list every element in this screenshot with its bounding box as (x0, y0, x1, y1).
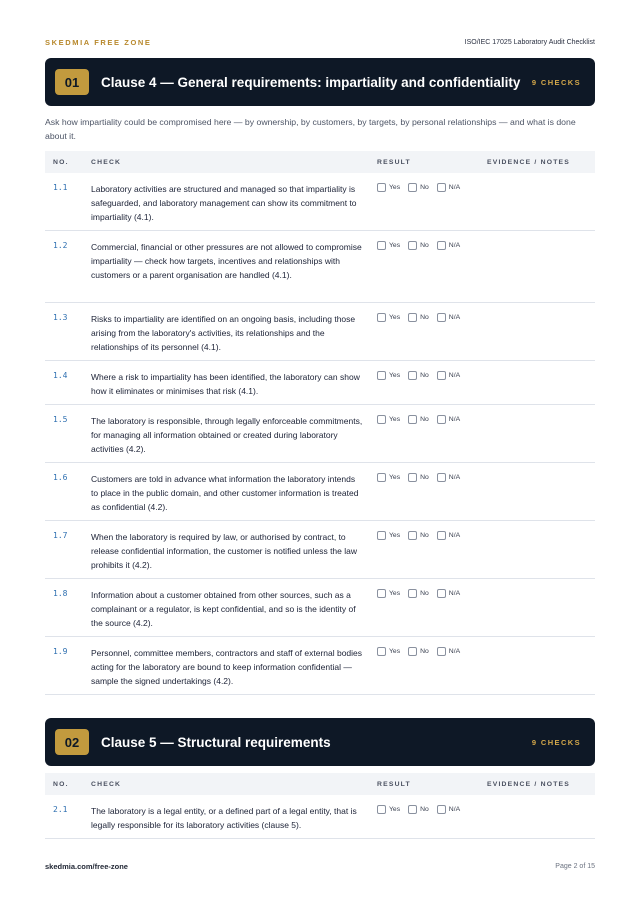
evidence-notes-field[interactable] (487, 414, 595, 462)
evidence-notes-field[interactable] (487, 182, 595, 230)
checklist-table-01 (45, 151, 595, 695)
section-title: Clause 5 — Structural requirements (101, 734, 331, 750)
result-option-yes[interactable] (377, 241, 400, 250)
result-option-na[interactable] (437, 415, 460, 424)
checkbox-no[interactable] (408, 647, 417, 656)
evidence-notes-field[interactable] (487, 312, 595, 360)
checkbox-yes[interactable] (377, 313, 386, 322)
checkbox-na[interactable] (437, 805, 446, 814)
checkbox-yes[interactable] (377, 415, 386, 424)
checkbox-label: N/A (448, 242, 461, 249)
check-text: Risks to impartiality are identified on an ongoing basis, including those arising from the laboratory's activities, its relationships and the relationships of its personnel (4.1). (91, 314, 356, 352)
checkbox-label: N/A (448, 416, 461, 423)
section-intro: Ask how impartiality could be compromised here — by ownership, by customers, by targets, by personal relationships — and what is done about it. (45, 117, 576, 141)
brand-name: SKEDMIA FREE ZONE (45, 37, 152, 47)
check-text: Personnel, committee members, contractors and staff of external bodies acting for the laboratory are bound to keep information confidential — sample the signed undertakings (4.2). (91, 648, 363, 686)
check-number: 2.1 (53, 805, 68, 814)
result-option-na[interactable] (437, 647, 460, 656)
result-option-yes[interactable] (377, 805, 400, 814)
checkbox-label: N/A (448, 184, 461, 191)
column-header-no: NO. (53, 158, 69, 166)
result-option-no[interactable] (408, 589, 429, 598)
evidence-notes-field[interactable] (487, 646, 595, 694)
table-row (45, 579, 595, 637)
checkbox-no[interactable] (408, 531, 417, 540)
result-option-no[interactable] (408, 183, 429, 192)
checkbox-na[interactable] (437, 313, 446, 322)
checkbox-no[interactable] (408, 241, 417, 250)
section-number: 01 (55, 69, 89, 95)
check-number: 1.3 (53, 313, 68, 322)
check-number: 1.6 (53, 473, 68, 482)
check-number: 1.4 (53, 371, 68, 380)
checkbox-yes[interactable] (377, 589, 386, 598)
result-option-na[interactable] (437, 805, 460, 814)
result-option-na[interactable] (437, 241, 460, 250)
check-number: 1.8 (53, 589, 68, 598)
checkbox-no[interactable] (408, 183, 417, 192)
result-option-no[interactable] (408, 241, 429, 250)
check-text: Where a risk to impartiality has been identified, the laboratory can show how it eliminates or minimises that risk (4.1). (91, 372, 360, 396)
column-header-result: RESULT (377, 158, 411, 166)
section-check-count: 9 CHECKS (531, 77, 581, 87)
result-option-yes[interactable] (377, 415, 400, 424)
checkbox-na[interactable] (437, 415, 446, 424)
checkbox-label: Yes (389, 532, 401, 539)
checkbox-no[interactable] (408, 371, 417, 380)
checkbox-no[interactable] (408, 415, 417, 424)
result-option-na[interactable] (437, 183, 460, 192)
checkbox-yes[interactable] (377, 183, 386, 192)
result-cell (377, 370, 487, 404)
checkbox-no[interactable] (408, 805, 417, 814)
check-text: Laboratory activities are structured and managed so that impartiality is safeguarded, and laboratory management can show its commitment to impartiality (4.1). (91, 184, 357, 222)
checkbox-na[interactable] (437, 473, 446, 482)
check-text: Customers are told in advance what information the laboratory intends to place in the public domain, and other customer information is treated as confidential (4.2). (91, 474, 359, 512)
checkbox-label: No (420, 648, 429, 655)
table-row (45, 463, 595, 521)
checkbox-label: N/A (448, 314, 461, 321)
result-option-no[interactable] (408, 473, 429, 482)
result-option-no[interactable] (408, 313, 429, 322)
table-row (45, 361, 595, 405)
result-cell (377, 646, 487, 694)
checkbox-label: No (420, 806, 429, 813)
checkbox-label: No (420, 184, 429, 191)
result-cell (377, 312, 487, 360)
checkbox-label: N/A (448, 532, 461, 539)
checkbox-na[interactable] (437, 241, 446, 250)
checkbox-yes[interactable] (377, 647, 386, 656)
table-header (45, 151, 595, 173)
column-header-check: CHECK (91, 780, 122, 788)
result-cell (377, 530, 487, 578)
result-cell (377, 804, 487, 838)
table-header (45, 773, 595, 795)
document-title: ISO/IEC 17025 Laboratory Audit Checklist (464, 38, 595, 46)
check-number: 1.7 (53, 531, 68, 540)
table-row (45, 173, 595, 231)
checkbox-na[interactable] (437, 647, 446, 656)
result-option-no[interactable] (408, 805, 429, 814)
section-header-02 (45, 718, 595, 766)
evidence-notes-field[interactable] (487, 370, 595, 404)
footer-url: skedmia.com/free-zone (45, 862, 128, 871)
evidence-notes-field[interactable] (487, 472, 595, 520)
checkbox-na[interactable] (437, 371, 446, 380)
table-row (45, 637, 595, 695)
evidence-notes-field[interactable] (487, 240, 595, 302)
checkbox-label: Yes (389, 242, 401, 249)
section-header-01 (45, 58, 595, 106)
section-check-count: 9 CHECKS (531, 737, 581, 747)
checkbox-no[interactable] (408, 473, 417, 482)
checkbox-yes[interactable] (377, 241, 386, 250)
table-row (45, 303, 595, 361)
check-number: 1.5 (53, 415, 68, 424)
check-text: Information about a customer obtained from other sources, such as a complainant or a regulator, is kept confidential, and so is the identity of the source (4.2). (91, 590, 356, 628)
table-row (45, 405, 595, 463)
checkbox-label: Yes (389, 474, 401, 481)
checkbox-label: Yes (389, 806, 401, 813)
section-number: 02 (55, 729, 89, 755)
result-option-yes[interactable] (377, 183, 400, 192)
column-header-check: CHECK (91, 158, 122, 166)
checkbox-label: Yes (389, 648, 401, 655)
checkbox-label: No (420, 416, 429, 423)
checkbox-na[interactable] (437, 183, 446, 192)
checkbox-label: No (420, 314, 429, 321)
evidence-notes-field[interactable] (487, 530, 595, 578)
page-header (45, 36, 595, 48)
result-option-yes[interactable] (377, 589, 400, 598)
checkbox-no[interactable] (408, 589, 417, 598)
check-text: When the laboratory is required by law, or authorised by contract, to release confidential information, the customer is notified unless the law prohibits it (4.2). (91, 532, 358, 570)
checkbox-label: N/A (448, 648, 461, 655)
check-text: The laboratory is a legal entity, or a defined part of a legal entity, that is legally responsible for its laboratory activities (clause 5). (91, 806, 357, 830)
check-number: 1.9 (53, 647, 68, 656)
result-option-no[interactable] (408, 647, 429, 656)
checkbox-label: No (420, 532, 429, 539)
checkbox-yes[interactable] (377, 473, 386, 482)
checkbox-na[interactable] (437, 589, 446, 598)
check-text: The laboratory is responsible, through legally enforceable commitments, for managing all information obtained or created during laboratory activities (4.2). (91, 416, 363, 454)
checkbox-label: Yes (389, 372, 401, 379)
checklist-table-02 (45, 773, 595, 839)
checkbox-yes[interactable] (377, 531, 386, 540)
checkbox-label: No (420, 590, 429, 597)
checkbox-na[interactable] (437, 531, 446, 540)
check-text: Commercial, financial or other pressures are not allowed to compromise impartiality — check how targets, incentives and relationships with customers or a parent organisation are handled (4.1). (91, 242, 362, 280)
result-option-na[interactable] (437, 531, 460, 540)
checkbox-label: N/A (448, 372, 461, 379)
result-option-na[interactable] (437, 313, 460, 322)
check-number: 1.2 (53, 241, 68, 250)
result-cell (377, 240, 487, 302)
evidence-notes-field[interactable] (487, 588, 595, 636)
checkbox-label: Yes (389, 184, 401, 191)
checkbox-yes[interactable] (377, 371, 386, 380)
checkbox-label: N/A (448, 806, 461, 813)
checkbox-label: N/A (448, 474, 461, 481)
table-row (45, 521, 595, 579)
result-option-yes[interactable] (377, 313, 400, 322)
result-option-yes[interactable] (377, 473, 400, 482)
result-option-no[interactable] (408, 531, 429, 540)
column-header-evidence: EVIDENCE / NOTES (487, 158, 571, 166)
checkbox-label: No (420, 372, 429, 379)
result-option-yes[interactable] (377, 531, 400, 540)
checkbox-label: N/A (448, 590, 461, 597)
result-cell (377, 472, 487, 520)
checkbox-label: Yes (389, 314, 401, 321)
evidence-notes-field[interactable] (487, 804, 595, 838)
column-header-result: RESULT (377, 780, 411, 788)
checkbox-label: Yes (389, 590, 401, 597)
checkbox-label: No (420, 242, 429, 249)
result-option-na[interactable] (437, 589, 460, 598)
check-number: 1.1 (53, 183, 68, 192)
page-footer (45, 862, 595, 871)
table-row (45, 231, 595, 303)
result-option-no[interactable] (408, 371, 429, 380)
column-header-evidence: EVIDENCE / NOTES (487, 780, 571, 788)
result-cell (377, 182, 487, 230)
result-cell (377, 414, 487, 462)
checkbox-label: No (420, 474, 429, 481)
result-option-na[interactable] (437, 371, 460, 380)
page-number: Page 2 of 15 (555, 863, 595, 870)
result-option-no[interactable] (408, 415, 429, 424)
result-option-na[interactable] (437, 473, 460, 482)
result-option-yes[interactable] (377, 647, 400, 656)
table-row (45, 795, 595, 839)
section-title: Clause 4 — General requirements: impartiality and confidentiality (101, 74, 521, 90)
column-header-no: NO. (53, 780, 69, 788)
checkbox-yes[interactable] (377, 805, 386, 814)
checkbox-no[interactable] (408, 313, 417, 322)
result-option-yes[interactable] (377, 371, 400, 380)
checkbox-label: Yes (389, 416, 401, 423)
result-cell (377, 588, 487, 636)
